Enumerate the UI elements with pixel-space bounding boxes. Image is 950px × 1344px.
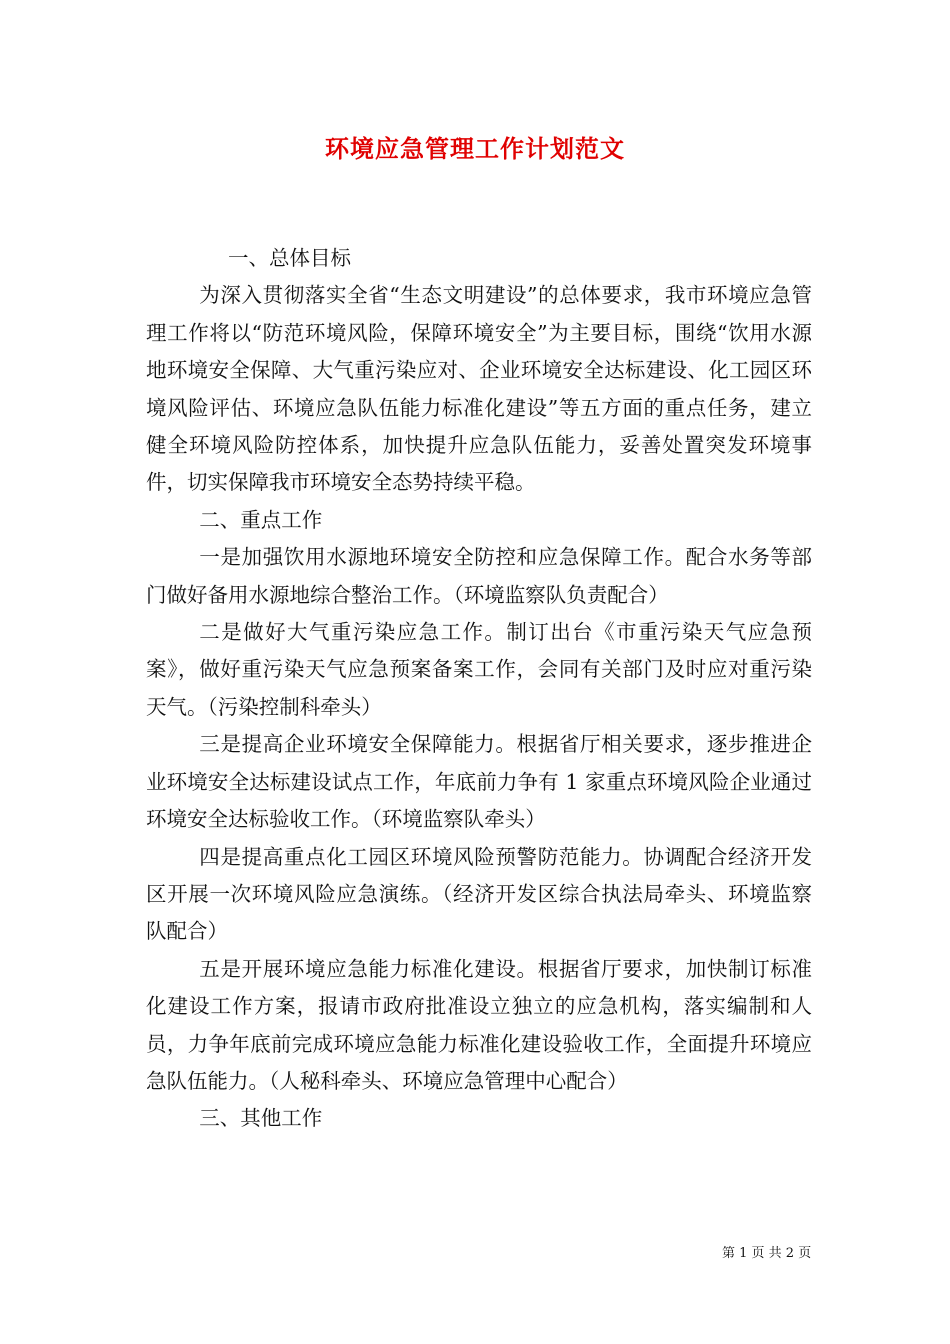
page-number-footer: 第 1 页 共 2 页 <box>722 1246 812 1261</box>
paragraph-key-work-2: 二是做好大气重污染应急工作。制订出台《市重污染天气应急预案》，做好重污染天气应急预案备案工作，会同有关部门及时应对重污染天气。（污染控制科牵头） <box>146 620 812 719</box>
page-title: 环境应急管理工作计划范文 <box>325 134 625 163</box>
paragraph-key-work-4: 四是提高重点化工园区环境风险预警防范能力。协调配合经济开发区开展一次环境风险应急演练。（经济开发区综合执法局牵头、环境监察队配合） <box>146 844 812 944</box>
document-body <box>146 240 812 1138</box>
section-heading-key-work: 二、重点工作 <box>199 507 323 532</box>
paragraph-key-work-5: 五是开展环境应急能力标准化建设。根据省厅要求，加快制订标准化建设工作方案，报请市政府批准设立独立的应急机构，落实编制和人员，力争年底前完成环境应急能力标准化建设验收工作，全面提升环境应急队伍能力。（人秘科牵头、环境应急管理中心配合） <box>146 956 812 1093</box>
paragraph-key-work-3: 三是提高企业环境安全保障能力。根据省厅相关要求，逐步推进企业环境安全达标建设试点工作，年底前力争有 1 家重点环境风险企业通过环境安全达标验收工作。（环境监察队牵头） <box>146 732 812 832</box>
paragraph-key-work-1: 一是加强饮用水源地环境安全防控和应急保障工作。配合水务等部门做好备用水源地综合整治工作。（环境监察队负责配合） <box>146 545 812 607</box>
section-heading-other-work: 三、其他工作 <box>199 1106 323 1131</box>
section-heading-overall-goals: 一、总体目标 <box>228 246 351 270</box>
paragraph-overall-goals: 为深入贯彻落实全省“生态文明建设”的总体要求，我市环境应急管理工作将以“防范环境风险，保障环境安全”为主要目标，围绕“饮用水源地环境安全保障、大气重污染应对、企业环境安全达标建设、化工园区环境风险评估、环境应急队伍能力标准化建设”等五方面的重点任务，建立健全环境风险防控体系，加快提升应急队伍能力，妥善处置突发环境事件，切实保障我市环境安全态势持续平稳。 <box>146 283 812 495</box>
